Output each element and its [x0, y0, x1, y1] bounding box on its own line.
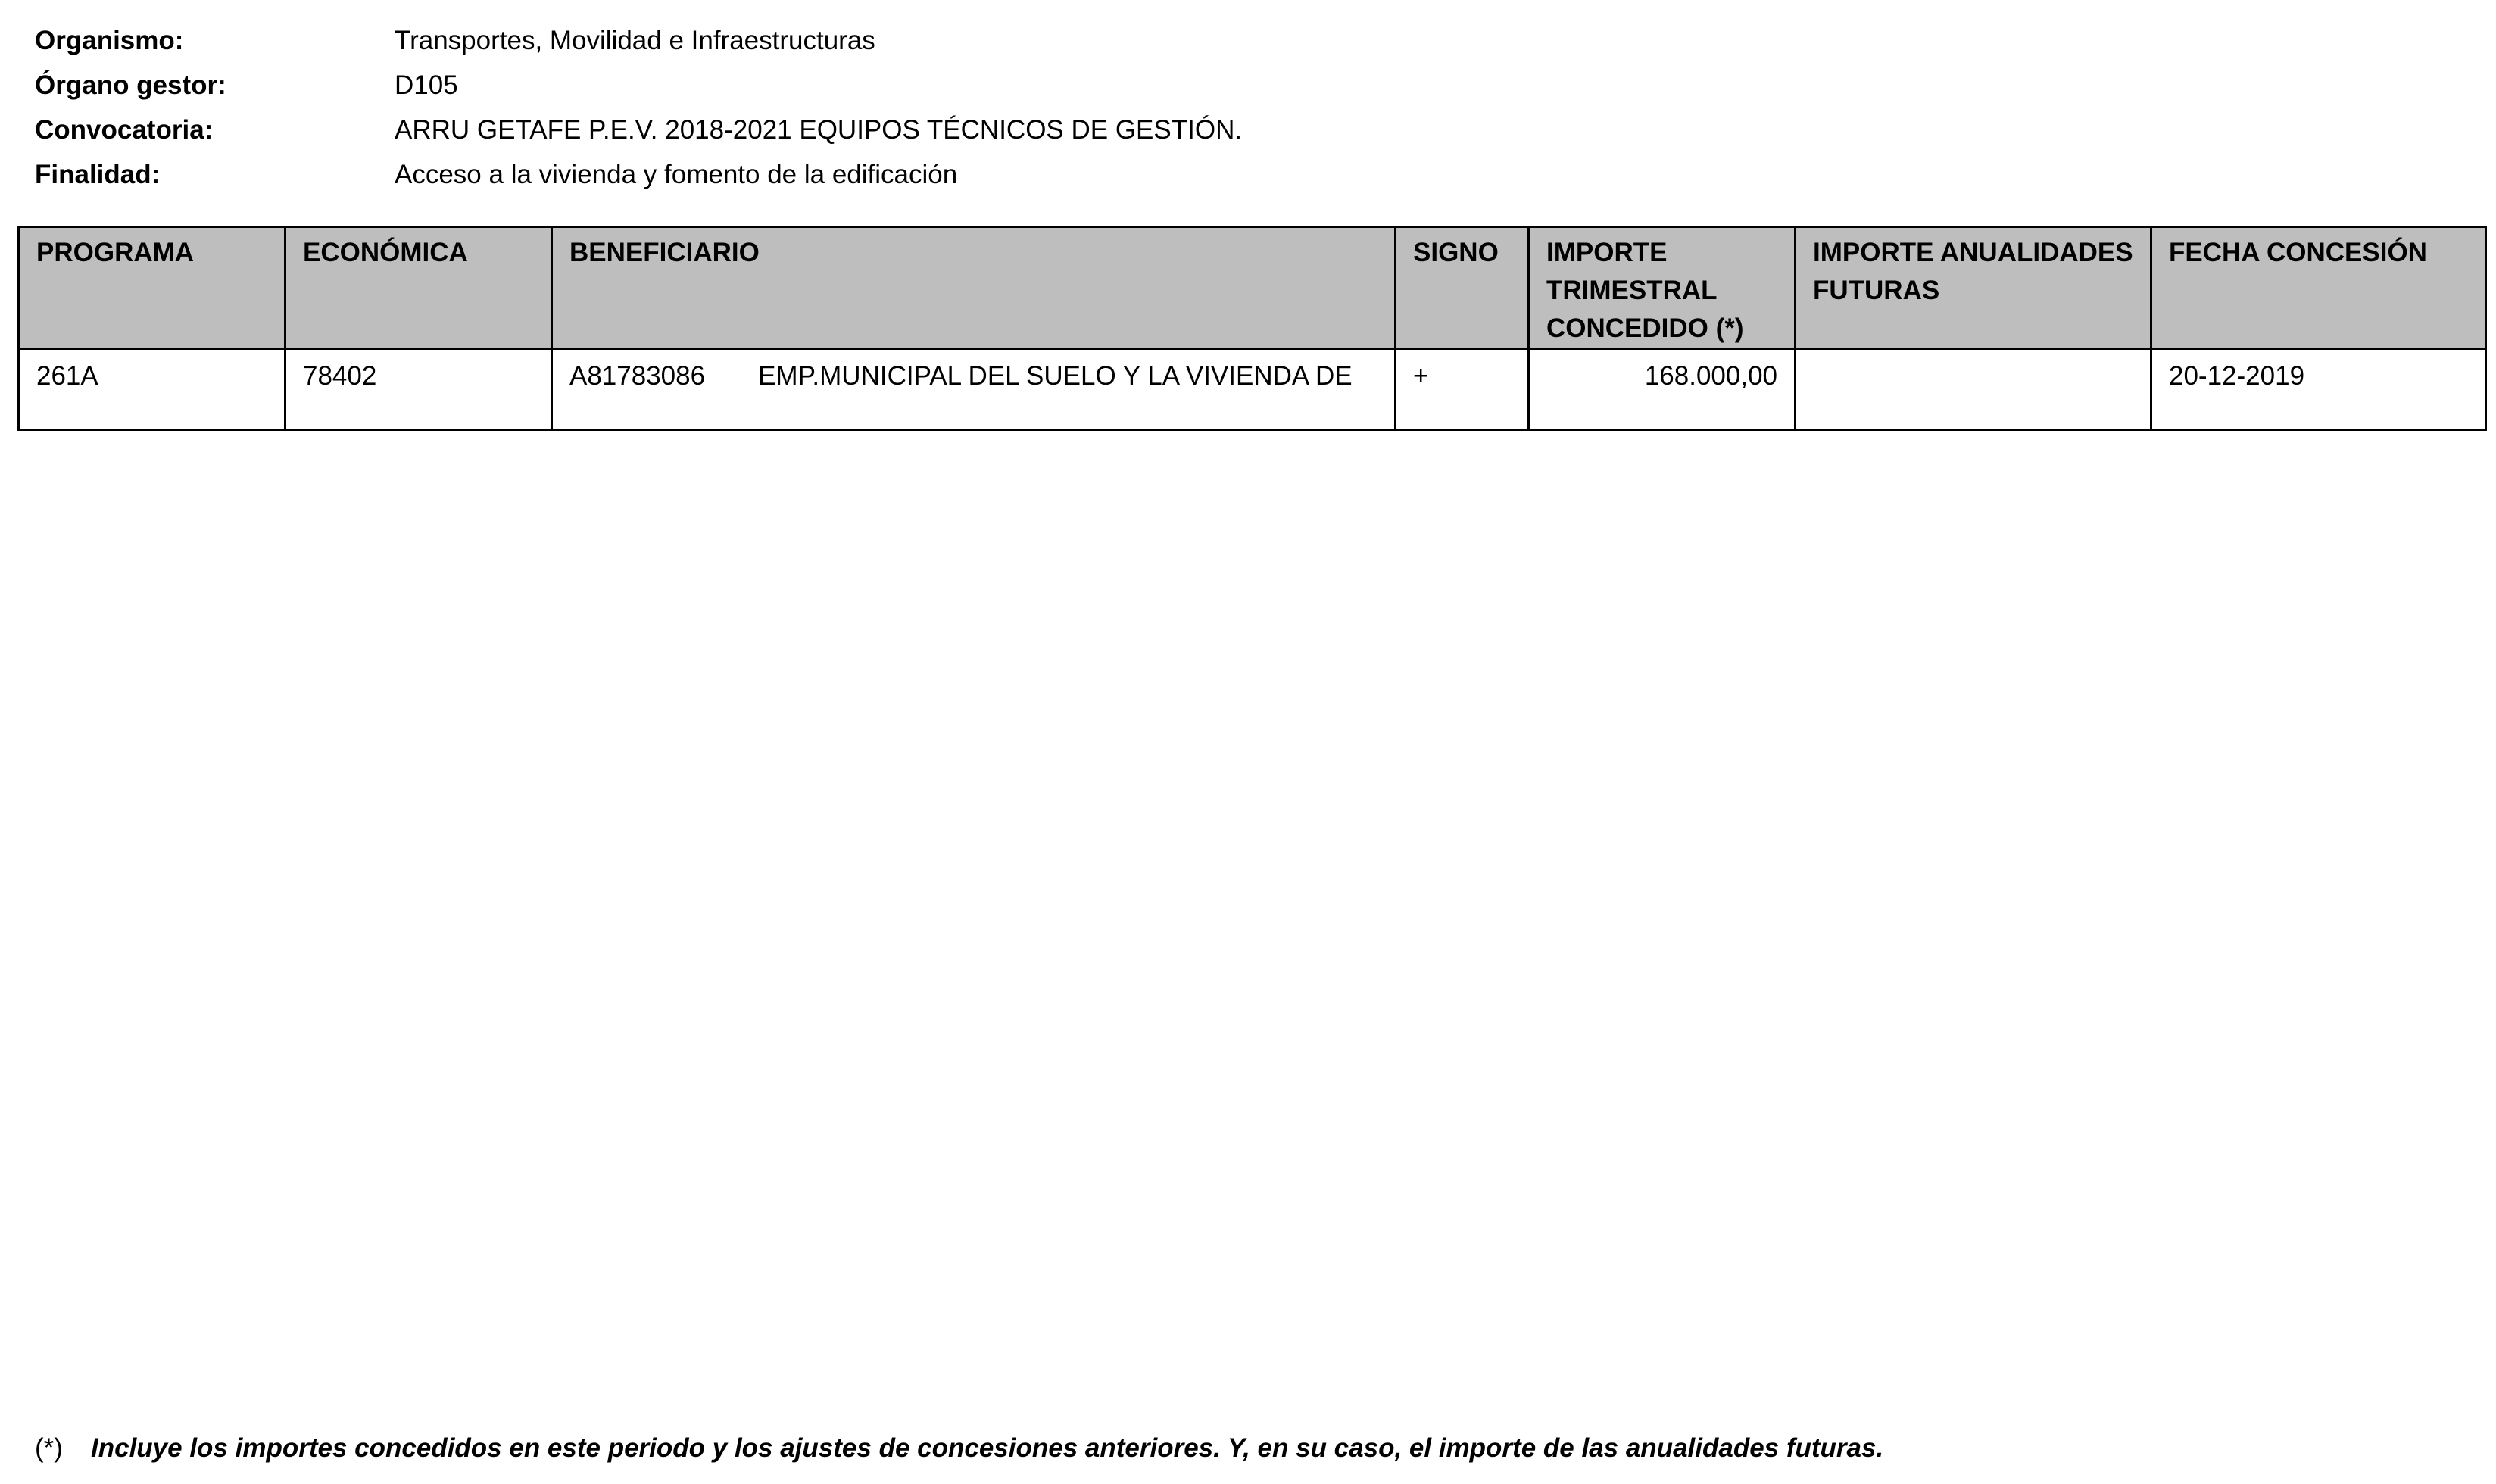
beneficiario-nif: A81783086 [569, 361, 706, 391]
grant-header [35, 18, 2307, 197]
convocatoria-label: Convocatoria: [35, 114, 214, 145]
cell-signo: + [1396, 349, 1529, 430]
organismo-label: Organismo: [35, 25, 184, 55]
organismo-value: Transportes, Movilidad e Infraestructuras [395, 25, 875, 55]
cell-fecha-concesion: 20-12-2019 [2151, 349, 2486, 430]
organo-gestor-row [35, 63, 2307, 108]
organo-gestor-label: Órgano gestor: [35, 70, 226, 100]
beneficiario-nombre: EMP.MUNICIPAL DEL SUELO Y LA VIVIENDA DE [758, 361, 1353, 391]
finalidad-row [35, 152, 2307, 197]
col-header-importe-trimestral: IMPORTE TRIMESTRAL CONCEDIDO (*) [1529, 227, 1796, 349]
col-header-programa: PROGRAMA [19, 227, 285, 349]
organismo-row [35, 18, 2307, 63]
cell-importe-anualidades [1796, 349, 2151, 430]
cell-economica: 78402 [285, 349, 552, 430]
col-header-economica: ECONÓMICA [285, 227, 552, 349]
convocatoria-row [35, 108, 2307, 152]
finalidad-value: Acceso a la vivienda y fomento de la edificación [395, 159, 958, 189]
grants-table [17, 226, 2487, 431]
table-header-row [19, 227, 2486, 349]
col-header-importe-anualidades: IMPORTE ANUALIDADES FUTURAS [1796, 227, 2151, 349]
footnote-text: Incluye los importes concedidos en este periodo y los ajustes de concesiones anteriores. Y, en su caso, el importe de las anualidades futuras. [91, 1433, 1884, 1463]
convocatoria-value: ARRU GETAFE P.E.V. 2018-2021 EQUIPOS TÉCNICOS DE GESTIÓN. [395, 114, 1243, 145]
footnote-mark: (*) [35, 1433, 63, 1463]
col-header-fecha-concesion: FECHA CONCESIÓN [2151, 227, 2486, 349]
table-row [19, 349, 2486, 430]
organo-gestor-value: D105 [395, 70, 458, 100]
cell-programa: 261A [19, 349, 285, 430]
col-header-beneficiario: BENEFICIARIO [552, 227, 1396, 349]
footnote [35, 1433, 1883, 1464]
col-header-signo: SIGNO [1396, 227, 1529, 349]
cell-importe-trimestral: 168.000,00 [1529, 349, 1796, 430]
cell-beneficiario [552, 349, 1396, 430]
finalidad-label: Finalidad: [35, 159, 161, 189]
